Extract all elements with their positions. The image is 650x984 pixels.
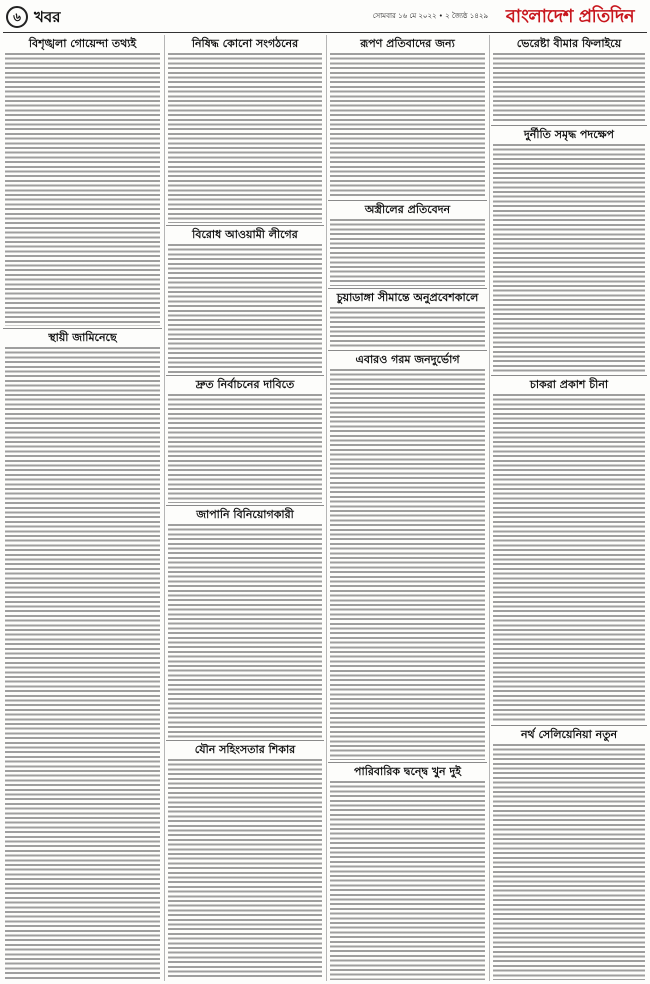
story-headline: জাপানি বিনিয়োগকারী (196, 508, 294, 521)
story-body (168, 53, 322, 223)
story-body (493, 744, 645, 980)
story-headline: যৌন সহিংসতার শিকার (194, 743, 296, 756)
story-body (493, 53, 645, 123)
story-headline: নর্থ সেলিয়েনিয়া নতুন (520, 728, 618, 741)
news-story (166, 35, 324, 225)
story-headline: অস্ত্রীলের প্রতিবেদন (364, 203, 451, 216)
section-title: খবর (34, 8, 61, 26)
column-divider (326, 35, 327, 981)
story-body (168, 524, 322, 738)
header-divider (3, 32, 647, 33)
story-body (5, 53, 160, 326)
issue-date: সোমবার ১৬ মে ২০২২ • ২ জ্যৈষ্ঠ ১৪২৯ (372, 12, 488, 20)
story-headline: চাকরা প্রকাশ চীনা (529, 378, 609, 391)
news-story (491, 125, 647, 375)
story-body (330, 53, 485, 198)
story-headline: স্থায়ী জামিনেছে (48, 331, 117, 344)
news-story (166, 375, 324, 505)
story-body (330, 219, 485, 286)
story-headline: রূপণ প্রতিবাদের জন্য (360, 37, 455, 50)
story-body (330, 369, 485, 760)
column-divider (489, 35, 490, 981)
story-body (5, 347, 160, 980)
news-story (491, 35, 647, 125)
column-divider (164, 35, 165, 981)
news-story (491, 725, 647, 982)
story-body (168, 759, 322, 980)
news-story (328, 200, 487, 288)
story-headline: এবারও গরম জনদুর্ভোগ (355, 353, 460, 366)
news-story (491, 375, 647, 725)
story-body (168, 394, 322, 503)
story-body (330, 781, 485, 980)
masthead-logo: বাংলাদেশ প্রতিদিন (505, 6, 635, 27)
news-story (328, 350, 487, 762)
story-body (168, 244, 322, 373)
story-headline: দ্রুত নির্বাচনের দাবিতে (195, 378, 295, 391)
story-headline: বিরোধ আওয়ামী লীগের (192, 228, 298, 241)
story-headline: দুর্নীতি সমৃদ্ধ পদক্ষেপ (523, 128, 615, 141)
page-number: ৬ (6, 6, 28, 28)
news-story (3, 35, 162, 328)
story-headline: চুয়াডাঙ্গা সীমান্তে অনুপ্রবেশকালে (336, 291, 479, 304)
news-story (166, 225, 324, 375)
news-story (3, 328, 162, 982)
story-body (330, 307, 485, 348)
story-headline: ভেরেষ্টা বীমার ফিলাইয়ে (516, 37, 622, 50)
story-headline: পারিবারিক দ্বন্দ্বে খুন দুই (354, 765, 461, 778)
news-story (328, 35, 487, 200)
story-headline: নিষিদ্ধ কোনো সংগঠনের (191, 37, 299, 50)
news-story (166, 740, 324, 982)
news-story (328, 762, 487, 982)
story-headline: বিশৃঙ্খলা গোয়েন্দা তথ্যই (28, 37, 137, 50)
news-story (166, 505, 324, 740)
news-story (328, 288, 487, 350)
story-body (493, 394, 645, 723)
story-body (493, 144, 645, 373)
